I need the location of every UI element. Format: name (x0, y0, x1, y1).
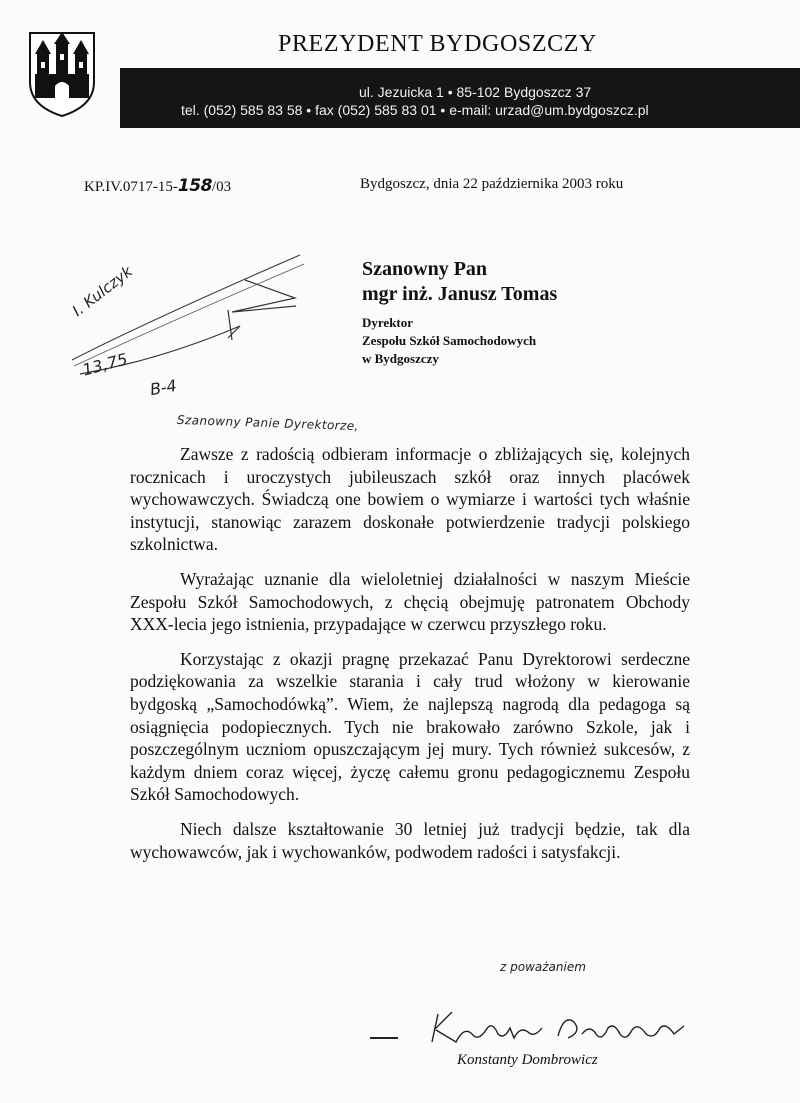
handwritten-code-note: B-4 (148, 375, 179, 400)
handwritten-scribble (60, 240, 320, 410)
reference-suffix: /03 (211, 179, 232, 195)
reference-prefix: KP.IV.0717-15- (84, 179, 178, 195)
header-address: ul. Jezuicka 1 • 85-102 Bydgoszcz 37 (359, 84, 592, 100)
body-paragraph: Korzystając z okazji pragnę przekazać Panu Dyrektorowi serdeczne podziękowania za wszelkie starania i cały trud włożony w kierowanie bydgoską „Samochodówką”. Wiem, że najlepszą nagrodą dla pedagoga są osiągnięcia podopiecznych. Tych nie brakowało zarówno Szkole, jak i poszczególnym uczniom opuszczającym jej mury. Tych również sukcesów, z każdym dniem coraz więcej, życzę całemu gronu pedagogicznemu Zespołu Szkół Samochodowych. (130, 648, 690, 805)
recipient-salutation: Szanowny Pan (362, 258, 488, 280)
header-contact: tel. (052) 585 83 58 • fax (052) 585 83 01 • e-mail: urzad@um.bydgoszcz.pl (181, 102, 649, 118)
handwritten-number-note: 13,75 (80, 349, 130, 380)
letter-body (130, 443, 690, 875)
city-crest-icon (27, 30, 97, 118)
reference-handwritten-number: 158 (177, 176, 212, 196)
header-title: PREZYDENT BYDGOSZCZY (278, 31, 597, 57)
signer-printed-name: Konstanty Dombrowicz (457, 1052, 598, 1068)
date-line: Bydgoszcz, dnia 22 października 2003 roku (360, 176, 624, 192)
body-paragraph: Zawsze z radością odbieram informacje o zbliżających się, kolejnych rocznicach i uroczystych jubileuszach szkół oraz innych placówek wychowawczych. Świadczą one bowiem o wymiarze i wartości tych właśnie instytucji, stanowiąc zarazem doskonałe potwierdzenie tradycji polskiego szkolnictwa. (130, 444, 690, 555)
handwritten-signature (368, 1008, 698, 1050)
handwritten-assignee-note: I. Kulczyk (68, 262, 136, 320)
recipient-line: Dyrektor (362, 315, 414, 330)
recipient-address-block (362, 314, 536, 368)
body-paragraph: Wyrażając uznanie dla wieloletniej działalności w naszym Mieście Zespołu Szkół Samochodowych, z chęcią obejmuję patronatem Obchody XXX-lecia jego istnienia, przypadające w czerwcu przyszłego roku. (130, 568, 690, 635)
handwritten-closing: z poważaniem (500, 960, 586, 974)
recipient-name: mgr inż. Janusz Tomas (362, 283, 558, 305)
reference-number (84, 176, 231, 196)
recipient-line: Zespołu Szkół Samochodowych (362, 333, 537, 348)
body-paragraph: Niech dalsze kształtowanie 30 letniej już tradycji będzie, tak dla wychowawców, jak i wychowanków, podwodem radości i satysfakcji. (130, 818, 690, 862)
recipient-line: w Bydgoszczy (362, 351, 439, 366)
handwritten-greeting: Szanowny Panie Dyrektorze, (176, 412, 359, 434)
